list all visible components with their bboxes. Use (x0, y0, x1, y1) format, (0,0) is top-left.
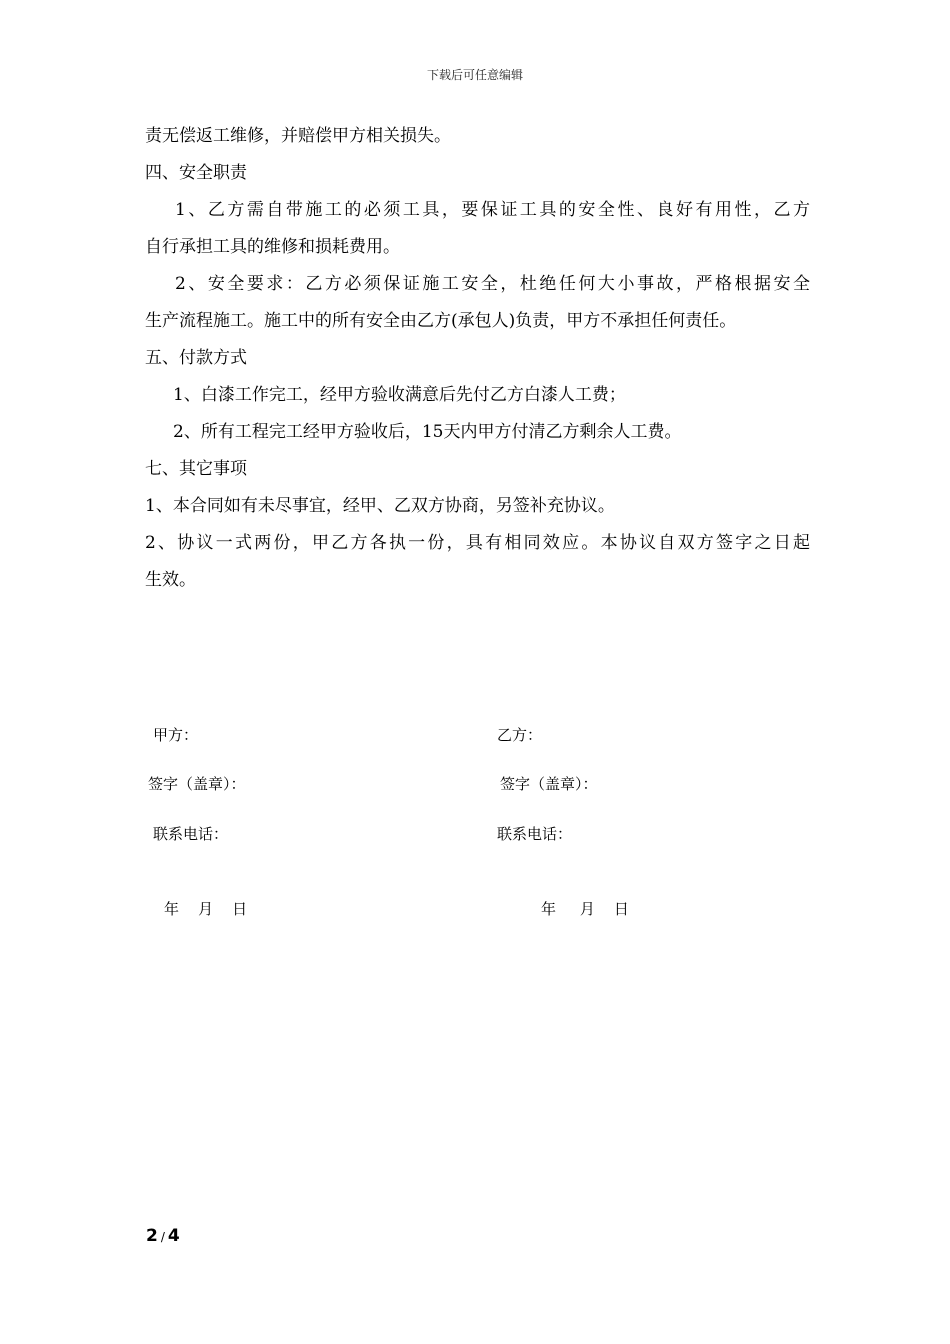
party-b-phone-label: 联系电话： (497, 825, 573, 843)
page-separator: / (160, 1230, 165, 1244)
party-b-date: 年 月 日 (541, 900, 629, 918)
party-b-sign-label: 签字（盖章）： (500, 775, 598, 793)
section-title-payment: 五、付款方式 (145, 348, 247, 368)
paragraph-line: 1、白漆工作完工，经甲方验收满意后先付乙方白漆人工费； (173, 385, 626, 405)
page-header: 下载后可任意编辑 (426, 68, 523, 82)
paragraph-line: 2、所有工程完工经甲方验收后，15天内甲方付清乙方剩余人工费。 (173, 422, 682, 442)
section-title-other: 七、其它事项 (145, 459, 247, 479)
paragraph-line: 生效。 (145, 570, 196, 590)
party-b-label: 乙方： (497, 726, 543, 744)
paragraph-line: 2、安全要求：乙方必须保证施工安全，杜绝任何大小事故，严格根据安全 (175, 274, 810, 294)
party-a-label: 甲方： (153, 726, 199, 744)
paragraph-line: 自行承担工具的维修和损耗费用。 (145, 237, 400, 257)
party-a-sign-label: 签字（盖章）： (148, 775, 246, 793)
paragraph-line: 1、本合同如有未尽事宜，经甲、乙双方协商，另签补充协议。 (145, 496, 615, 516)
paragraph-line: 责无偿返工维修，并赔偿甲方相关损失。 (145, 126, 451, 146)
section-title-safety: 四、安全职责 (145, 163, 247, 183)
paragraph-line: 2、协议一式两份，甲乙方各执一份，具有相同效应。本协议自双方签字之日起 (145, 533, 810, 553)
page-number (146, 1226, 180, 1246)
page-current: 2 (146, 1226, 158, 1246)
party-a-phone-label: 联系电话： (153, 825, 229, 843)
paragraph-line: 生产流程施工。施工中的所有安全由乙方(承包人)负责，甲方不承担任何责任。 (145, 311, 737, 331)
party-a-date: 年 月 日 (164, 900, 248, 918)
contract-body (145, 118, 810, 599)
page-total: 4 (167, 1226, 180, 1246)
paragraph-line: 1、乙方需自带施工的必须工具，要保证工具的安全性、良好有用性，乙方 (175, 200, 810, 220)
